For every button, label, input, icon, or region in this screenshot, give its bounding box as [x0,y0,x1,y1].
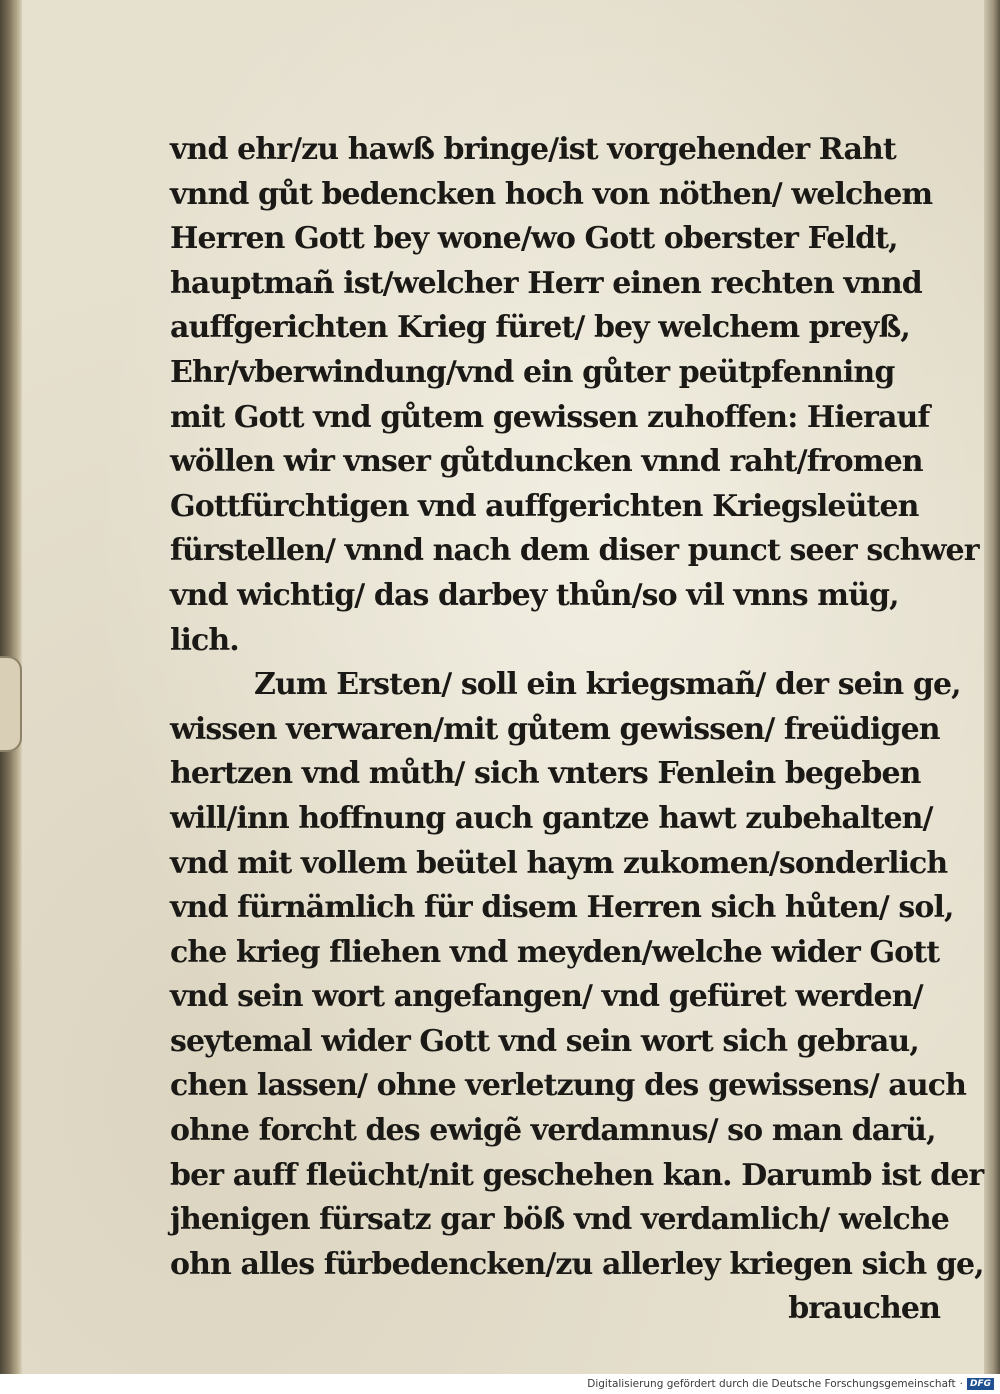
text-line: will/inn hoffnung auch gantze hawt zubehalten/ [170,800,933,836]
page-right-edge [984,0,1000,1374]
text-line: vnd ehr/zu hawß bringe/ist vorgehender Raht [170,132,896,167]
text-line: vnd sein wort angefangen/ vnd gefüret werden/ [170,979,923,1015]
text-line: Herren Gott bey wone/wo Gott oberster Feldt, [170,221,898,257]
text-line: che krieg fliehen vnd meyden/welche wider Gott [170,934,940,970]
text-line: vnnd gůt bedencken hoch von nöthen/ welchem [170,176,933,212]
text-line: vnd mit vollem beütel haym zukomen/sonderlich [170,845,948,881]
text-line: ohn alles fürbedencken/zu allerley kriegen sich ge, [170,1246,984,1282]
dfg-logo-icon: DFG [967,1378,994,1390]
text-line: wöllen wir vnser gůtduncken vnnd raht/fromen [170,444,923,480]
text-line: mit Gott vnd gůtem gewissen zuhoffen: Hierauf [170,399,930,435]
text-line: Ehr/vberwindung/vnd ein gůter peütpfenning [170,354,895,390]
page-text-block [170,128,984,1332]
catchword: brauchen [788,1291,940,1327]
paragraph-start-line: Zum Ersten/ soll ein kriegsmañ/ der sein ge, [254,667,961,703]
text-line: chen lassen/ ohne verletzung des gewissens/ auch [170,1068,967,1104]
text-line: Gottfürchtigen vnd auffgerichten Kriegsleüten [170,488,919,524]
text-line: ber auff fleücht/nit geschehen kan. Darumb ist der [170,1157,984,1193]
text-line: vnd wichtig/ das darbey thůn/so vil vnns müg, [170,577,899,613]
text-line: hauptmañ ist/welcher Herr einen rechten vnnd [170,265,922,301]
text-line: seytemal wider Gott vnd sein wort sich gebrau, [170,1023,919,1059]
text-line: vnd fürnämlich für disem Herren sich hůten/ sol, [170,890,954,926]
footer-separator: · [959,1378,963,1390]
text-line: wissen verwaren/mit gůtem gewissen/ freüdigen [170,711,940,747]
text-line: ohne forcht des ewigẽ verdamnus/ so man darü, [170,1113,936,1149]
text-line: lich. [170,622,239,658]
text-line: fürstellen/ vnnd nach dem diser punct seer schwer [170,533,979,569]
text-line: hertzen vnd můth/ sich vnters Fenlein begeben [170,756,921,792]
digitization-footer [0,1374,1000,1394]
funding-credit: Digitalisierung gefördert durch die Deutsche Forschungsgemeinschaft [587,1378,956,1390]
binding-clasp-tab [0,656,22,752]
text-line: jhenigen fürsatz gar böß vnd verdamlich/ welche [170,1202,949,1238]
text-line: auffgerichten Krieg füret/ bey welchem preyß, [170,310,910,346]
